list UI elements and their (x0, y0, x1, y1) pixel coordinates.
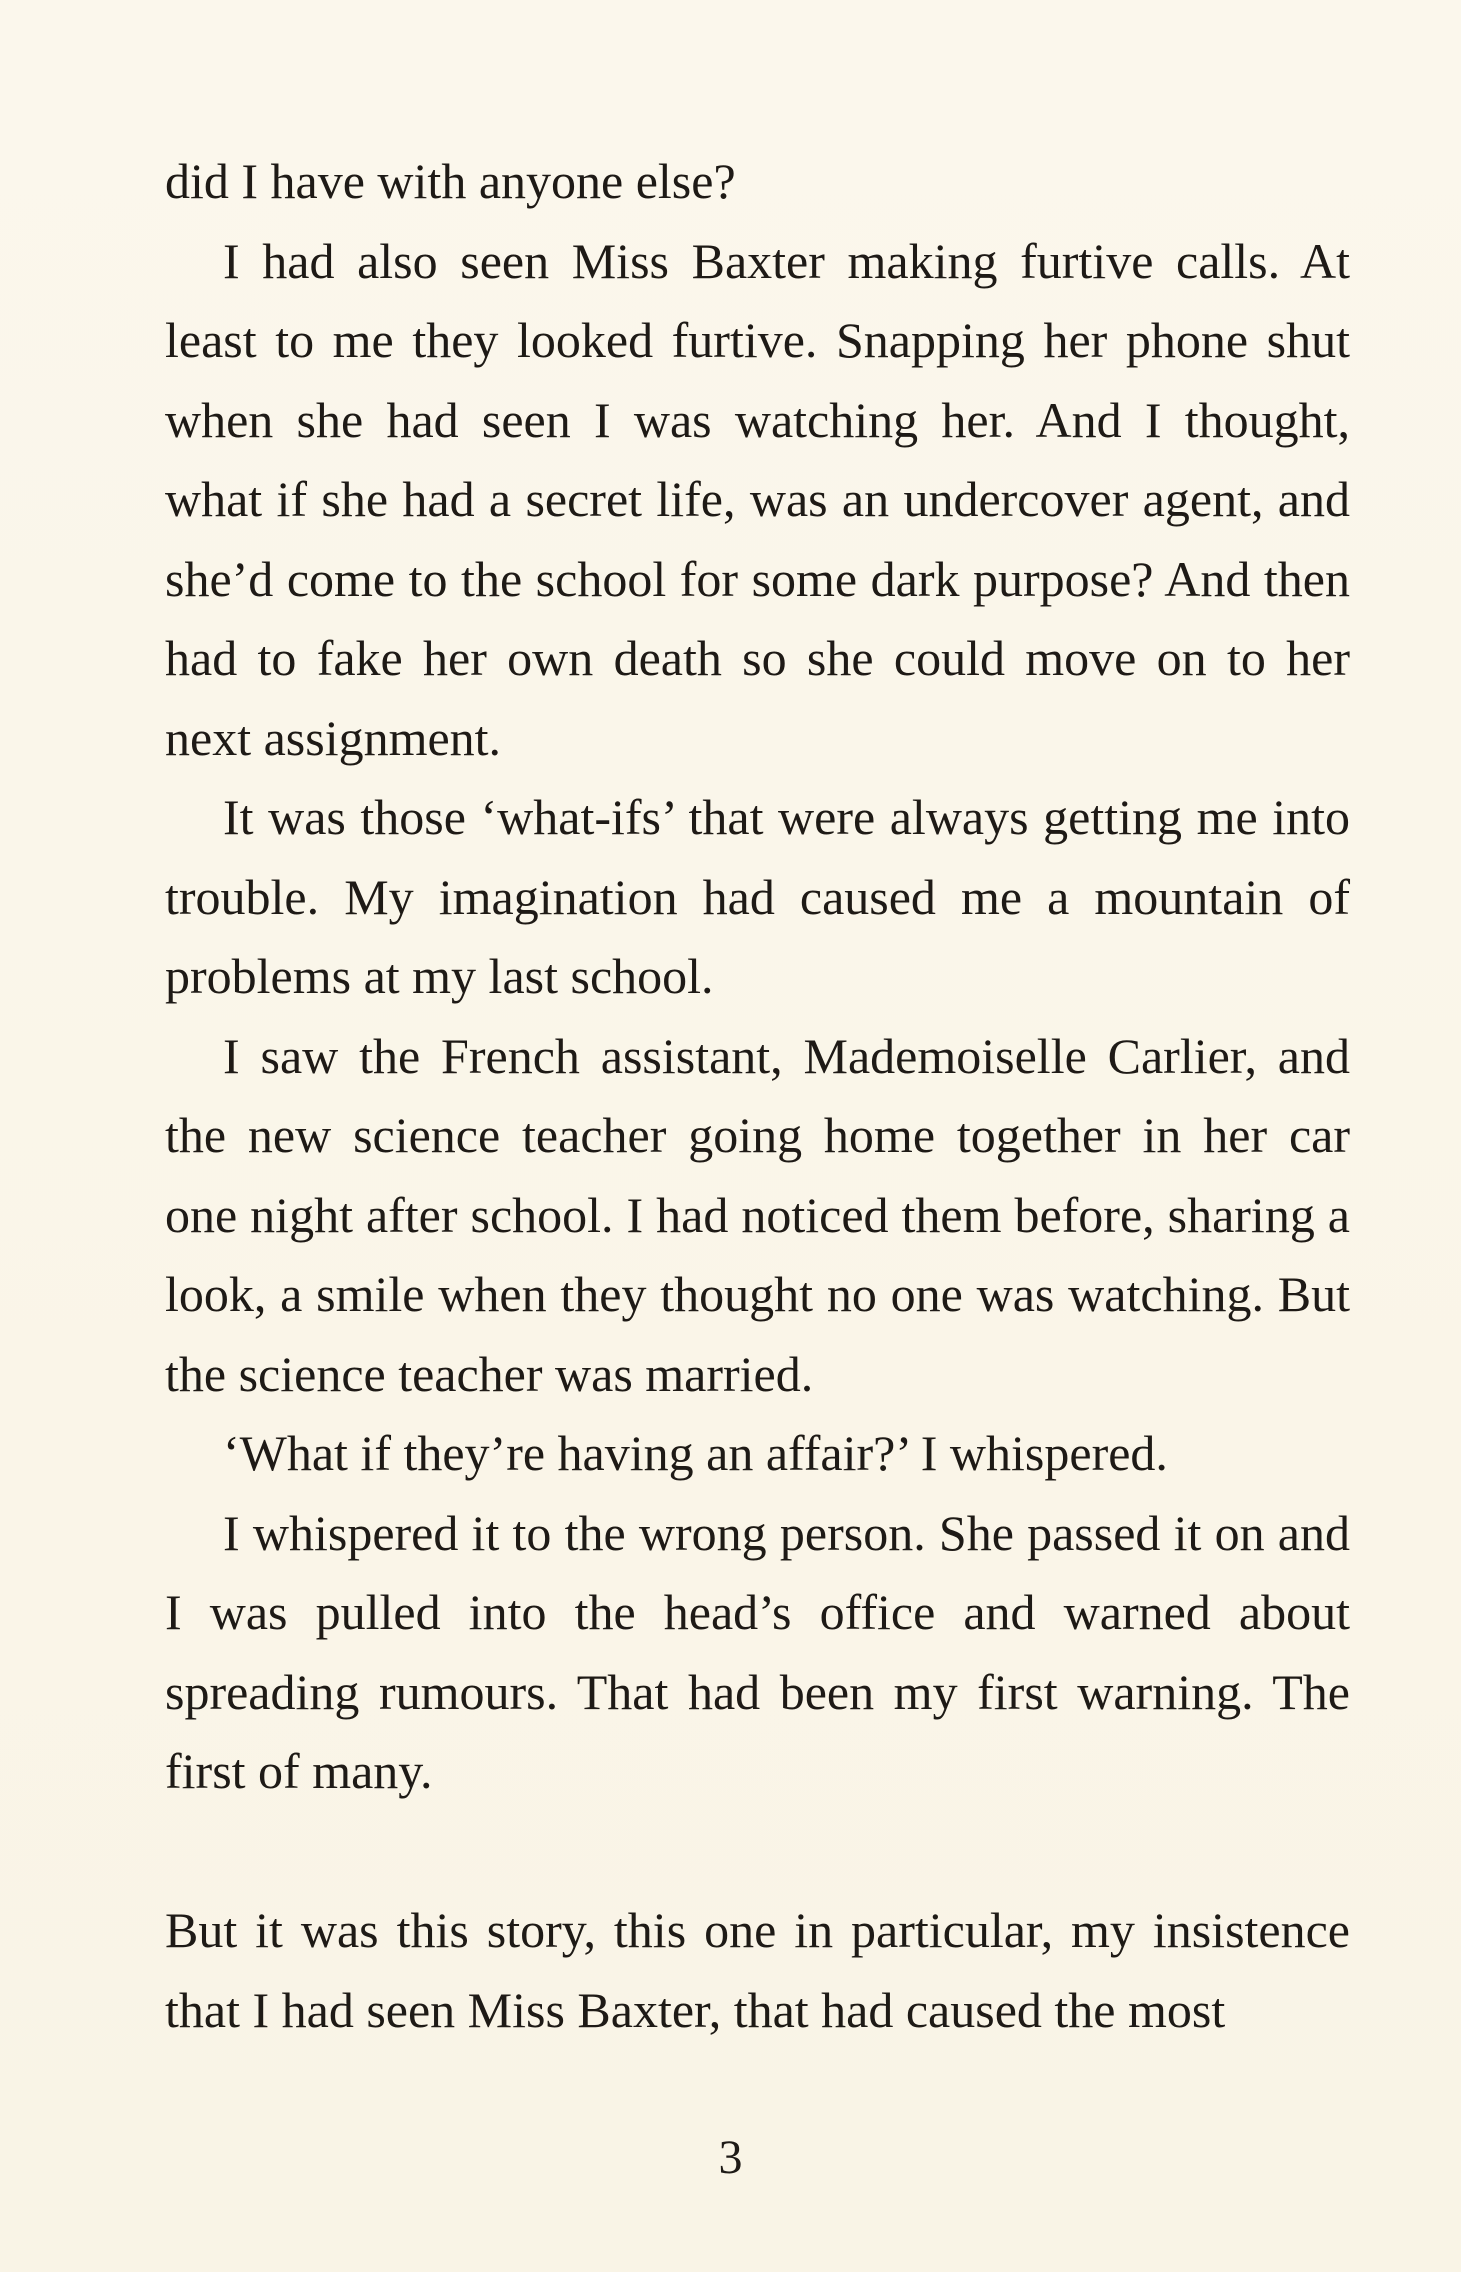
paragraph-whisper: ‘What if they’re having an affair?’ I whispered. (223, 1425, 1168, 1481)
paragraph-continuation: did I have with anyone else? (165, 153, 736, 209)
page-number: 3 (718, 2131, 743, 2184)
paragraph-what-ifs: It was those ‘what-ifs’ that were always getting me into trouble. My imagination had caused me a mountain of problems at my last school. (165, 789, 1350, 1004)
paragraph-wrong-person: I whispered it to the wrong person. She passed it on and I was pulled into the head’s office and warned about spreading rumours. That had been my first warning. The first of many. (165, 1504, 1350, 1799)
paragraph-french-assistant: I saw the French assistant, Mademoiselle Carlier, and the new science teacher going home together in her car one night after school. I had noticed them before, sharing a look, a smile when they thought no one was watching. But the science teacher was married. (165, 1027, 1350, 1402)
paragraph-furtive-calls: I had also seen Miss Baxter making furtive calls. At least to me they looked furtive. Snapping her phone shut when she had seen I was watching her. And I thought, what if she had a secret life, was an undercover agent, and she’d come to the school for some dark purpose? And then had to fake her own death so she could move on to her next assignment. (165, 232, 1350, 766)
body-text (165, 142, 1350, 2050)
paragraph-new-section: But it was this story, this one in particular, my insistence that I had seen Miss Baxter, that had caused the most (165, 1902, 1350, 2038)
